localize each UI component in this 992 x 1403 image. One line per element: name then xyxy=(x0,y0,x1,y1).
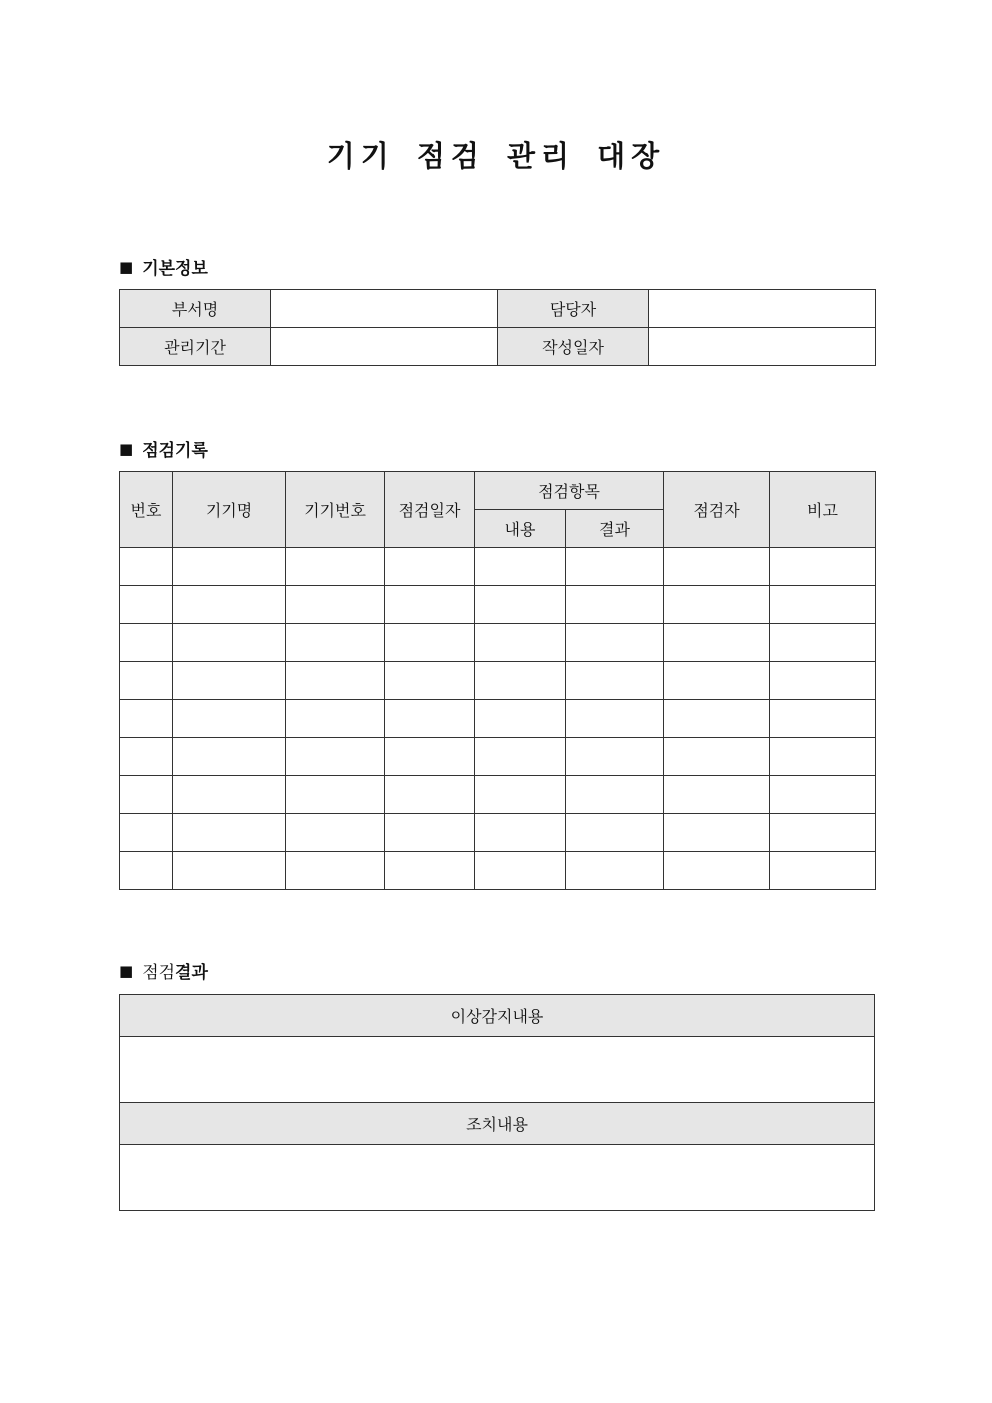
cell-device-no[interactable] xyxy=(286,662,385,700)
basic-info-table xyxy=(119,289,876,366)
cell-content[interactable] xyxy=(475,548,566,586)
cell-result[interactable] xyxy=(566,700,664,738)
table-row xyxy=(120,662,876,700)
cell-result[interactable] xyxy=(566,738,664,776)
cell-result[interactable] xyxy=(566,624,664,662)
section-result-suffix: 결과 xyxy=(175,963,208,983)
cell-device-name[interactable] xyxy=(173,814,286,852)
cell-device-no[interactable] xyxy=(286,814,385,852)
cell-result[interactable] xyxy=(566,776,664,814)
cell-date[interactable] xyxy=(385,624,475,662)
cell-date[interactable] xyxy=(385,662,475,700)
table-row xyxy=(120,700,876,738)
department-label: 부서명 xyxy=(120,290,271,328)
cell-inspector[interactable] xyxy=(664,662,770,700)
col-header-note: 비고 xyxy=(770,472,876,548)
cell-note[interactable] xyxy=(770,776,876,814)
cell-content[interactable] xyxy=(475,700,566,738)
table-row xyxy=(120,586,876,624)
cell-date[interactable] xyxy=(385,852,475,890)
cell-date[interactable] xyxy=(385,814,475,852)
cell-no[interactable] xyxy=(120,700,173,738)
col-header-inspector: 점검자 xyxy=(664,472,770,548)
section-result-label xyxy=(119,958,208,983)
page-title: 기기 점검 관리 대장 xyxy=(326,139,666,173)
cell-inspector[interactable] xyxy=(664,624,770,662)
cell-note[interactable] xyxy=(770,738,876,776)
cell-device-name[interactable] xyxy=(173,852,286,890)
col-header-content: 내용 xyxy=(475,510,566,548)
table-row xyxy=(120,548,876,586)
result-table xyxy=(119,994,875,1211)
anomaly-header: 이상감지내용 xyxy=(120,995,875,1037)
table-row xyxy=(120,624,876,662)
col-header-date: 점검일자 xyxy=(385,472,475,548)
manager-label: 담당자 xyxy=(498,290,649,328)
cell-content[interactable] xyxy=(475,852,566,890)
cell-inspector[interactable] xyxy=(664,738,770,776)
cell-content[interactable] xyxy=(475,586,566,624)
manager-field[interactable] xyxy=(649,290,876,328)
table-row xyxy=(120,814,876,852)
cell-device-name[interactable] xyxy=(173,586,286,624)
cell-no[interactable] xyxy=(120,548,173,586)
col-header-no: 번호 xyxy=(120,472,173,548)
cell-device-no[interactable] xyxy=(286,548,385,586)
cell-device-no[interactable] xyxy=(286,624,385,662)
cell-no[interactable] xyxy=(120,624,173,662)
cell-content[interactable] xyxy=(475,662,566,700)
cell-note[interactable] xyxy=(770,662,876,700)
col-header-result: 결과 xyxy=(566,510,664,548)
cell-device-no[interactable] xyxy=(286,776,385,814)
square-bullet-icon: ■ xyxy=(119,439,134,458)
cell-inspector[interactable] xyxy=(664,586,770,624)
cell-note[interactable] xyxy=(770,586,876,624)
cell-no[interactable] xyxy=(120,776,173,814)
cell-note[interactable] xyxy=(770,548,876,586)
cell-result[interactable] xyxy=(566,548,664,586)
table-row xyxy=(120,852,876,890)
cell-date[interactable] xyxy=(385,776,475,814)
cell-no[interactable] xyxy=(120,738,173,776)
cell-content[interactable] xyxy=(475,814,566,852)
cell-note[interactable] xyxy=(770,852,876,890)
square-bullet-icon: ■ xyxy=(119,961,134,980)
department-field[interactable] xyxy=(271,290,498,328)
action-header: 조치내용 xyxy=(120,1103,875,1145)
cell-device-no[interactable] xyxy=(286,700,385,738)
section-basic-info-text: 기본정보 xyxy=(142,259,208,279)
col-header-device-name: 기기명 xyxy=(173,472,286,548)
cell-device-name[interactable] xyxy=(173,624,286,662)
cell-device-name[interactable] xyxy=(173,700,286,738)
cell-note[interactable] xyxy=(770,624,876,662)
cell-inspector[interactable] xyxy=(664,852,770,890)
period-field[interactable] xyxy=(271,328,498,366)
cell-inspector[interactable] xyxy=(664,700,770,738)
cell-device-no[interactable] xyxy=(286,586,385,624)
col-header-device-no: 기기번호 xyxy=(286,472,385,548)
cell-content[interactable] xyxy=(475,624,566,662)
cell-result[interactable] xyxy=(566,586,664,624)
table-row xyxy=(120,738,876,776)
cell-no[interactable] xyxy=(120,586,173,624)
cell-result[interactable] xyxy=(566,814,664,852)
cell-result[interactable] xyxy=(566,662,664,700)
cell-device-name[interactable] xyxy=(173,738,286,776)
cell-date[interactable] xyxy=(385,586,475,624)
cell-inspector[interactable] xyxy=(664,776,770,814)
cell-inspector[interactable] xyxy=(664,814,770,852)
cell-result[interactable] xyxy=(566,852,664,890)
section-basic-info-label xyxy=(119,254,208,279)
cell-content[interactable] xyxy=(475,776,566,814)
section-records-label xyxy=(119,436,208,461)
cell-inspector[interactable] xyxy=(664,548,770,586)
cell-no[interactable] xyxy=(120,814,173,852)
cell-date[interactable] xyxy=(385,738,475,776)
cell-device-no[interactable] xyxy=(286,852,385,890)
cell-no[interactable] xyxy=(120,852,173,890)
period-label: 관리기간 xyxy=(120,328,271,366)
cell-device-no[interactable] xyxy=(286,738,385,776)
col-header-items: 점검항목 xyxy=(475,472,664,510)
table-row xyxy=(120,776,876,814)
cell-content[interactable] xyxy=(475,738,566,776)
cell-note[interactable] xyxy=(770,814,876,852)
cell-no[interactable] xyxy=(120,662,173,700)
square-bullet-icon: ■ xyxy=(119,257,134,276)
cell-device-name[interactable] xyxy=(173,776,286,814)
cell-date[interactable] xyxy=(385,548,475,586)
action-field[interactable] xyxy=(120,1145,875,1211)
section-result-prefix: 점검 xyxy=(142,963,176,983)
cell-date[interactable] xyxy=(385,700,475,738)
written-date-field[interactable] xyxy=(649,328,876,366)
anomaly-field[interactable] xyxy=(120,1037,875,1103)
cell-device-name[interactable] xyxy=(173,548,286,586)
cell-device-name[interactable] xyxy=(173,662,286,700)
section-records-text: 점검기록 xyxy=(142,441,208,461)
records-table xyxy=(119,471,876,890)
cell-note[interactable] xyxy=(770,700,876,738)
written-date-label: 작성일자 xyxy=(498,328,649,366)
